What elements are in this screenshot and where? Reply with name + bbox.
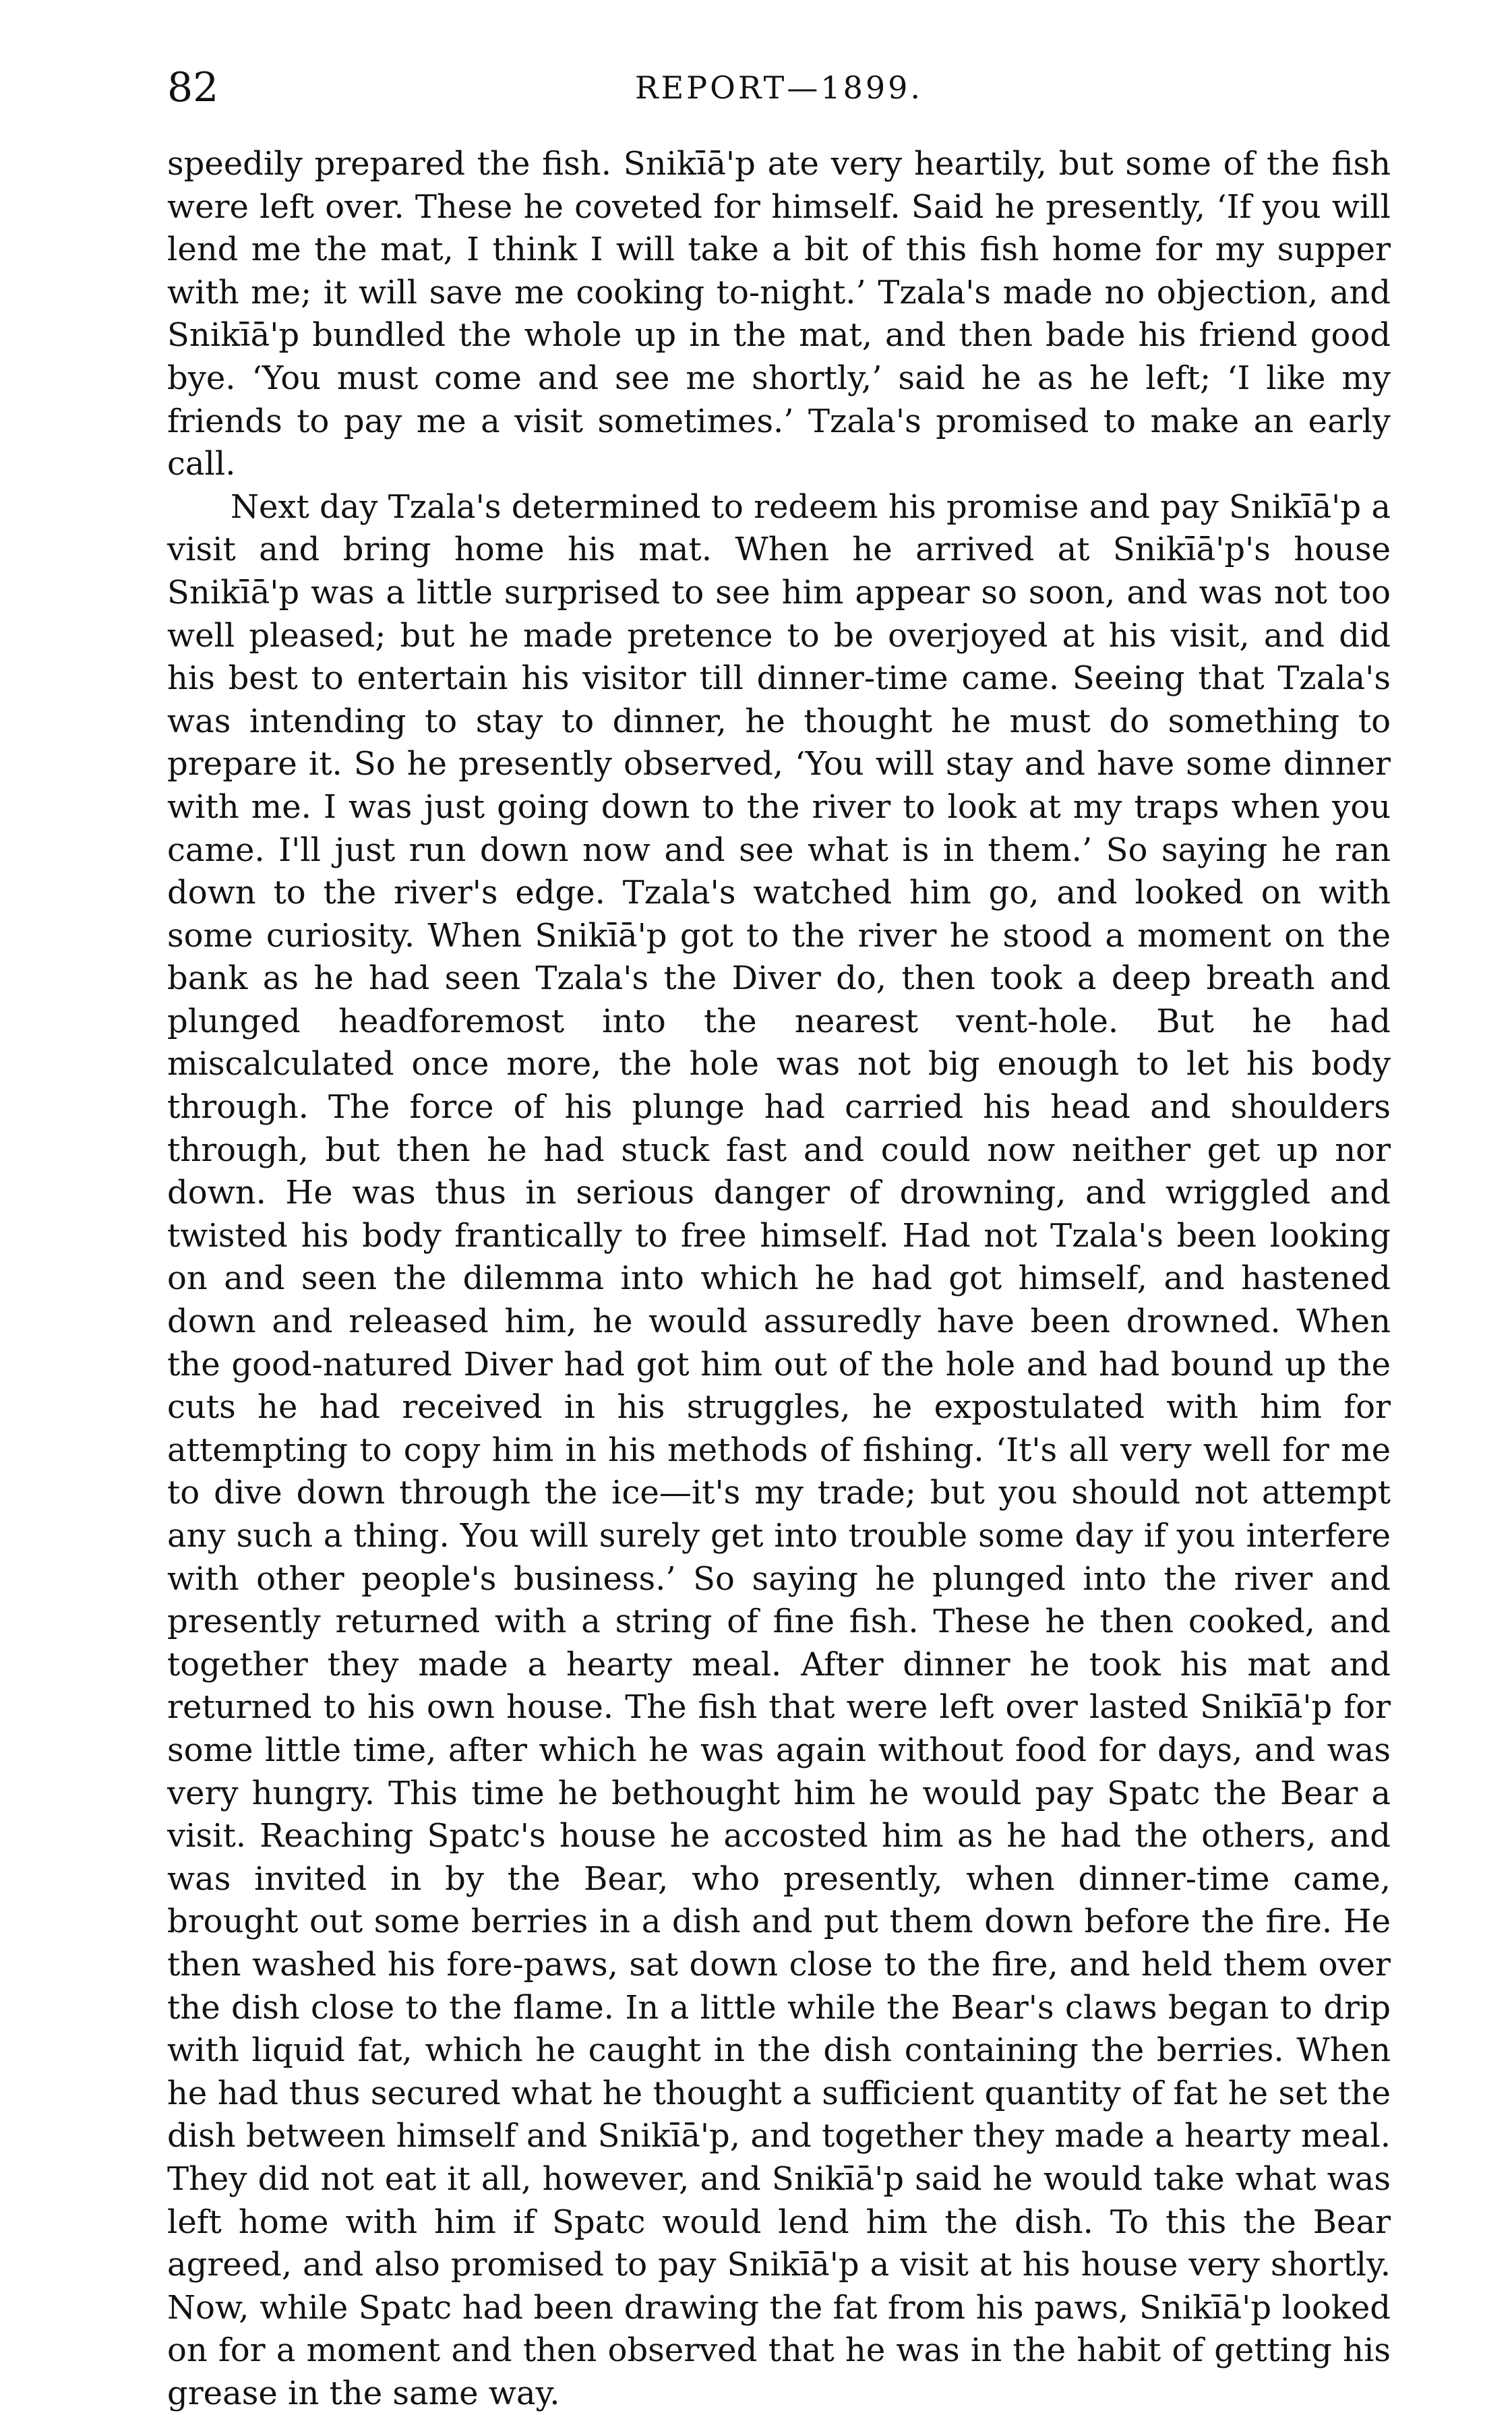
body-text bbox=[167, 143, 1391, 2415]
page-header bbox=[167, 64, 1391, 111]
page-number: 82 bbox=[167, 64, 219, 111]
paragraph-continuation: speedily prepared the fish. Snikīā'p ate very heartily, but some of the fish were left over. These he coveted for himself. Said he presently, ‘If you will lend me the mat, I think I will take a bit of this fish home for my supper with me; it will save me cooking to-night.’ Tzala's made no objection, and Snikīā'p bundled the whole up in the mat, and then bade his friend good bye. ‘You must come and see me shortly,’ said he as he left; ‘I like my friends to pay me a visit sometimes.’ Tzala's promised to make an early call. bbox=[167, 145, 1391, 483]
paragraph: Next day Tzala's determined to redeem his promise and pay Snikīā'p a visit and bring home his mat. When he arrived at Snikīā'p's house Snikīā'p was a little surprised to see him appear so soon, and was not too well pleased; but he made pretence to be overjoyed at his visit, and did his best to entertain his visitor till dinner-time came. Seeing that Tzala's was intending to stay to dinner, he thought he must do something to prepare it. So he presently observed, ‘You will stay and have some dinner with me. I was just going down to the river to look at my traps when you came. I'll just run down now and see what is in them.’ So saying he ran down to the river's edge. Tzala's watched him go, and looked on with some curiosity. When Snikīā'p got to the river he stood a moment on the bank as he had seen Tzala's the Diver do, then took a deep breath and plunged headforemost into the nearest vent-hole. But he had miscalculated once more, the hole was not big enough to let his body through. The force of his plunge had carried his head and shoulders through, but then he had stuck fast and could now neither get up nor down. He was thus in serious danger of drowning, and wriggled and twisted his body frantically to free himself. Had not Tzala's been looking on and seen the dilemma into which he had got himself, and hastened down and released him, he would assuredly have been drowned. When the good-natured Diver had got him out of the hole and had bound up the cuts he had received in his struggles, he expostulated with him for attempting to copy him in his methods of fishing. ‘It's all very well for me to dive down through the ice—it's my trade; but you should not attempt any such a thing. You will surely get into trouble some day if you interfere with other people's business.’ So saying he plunged into the river and presently returned with a string of fine fish. These he then cooked, and together they made a hearty meal. After dinner he took his mat and returned to his own house. The fish that were left over lasted Snikīā'p for some little time, after which he was again without food for days, and was very hungry. This time he bethought him he would pay Spatc the Bear a visit. Reaching Spatc's house he accosted him as he had the others, and was invited in by the Bear, who presently, when dinner-time came, brought out some berries in a dish and put them down before the fire. He then washed his fore-paws, sat down close to the fire, and held them over the dish close to the flame. In a little while the Bear's claws began to drip with liquid fat, which he caught in the dish containing the berries. When he had thus secured what he thought a sufficient quantity of fat he set the dish between himself and Snikīā'p, and together they made a hearty meal. They did not eat it all, however, and Snikīā'p said he would take what was left home with him if Spatc would lend him the dish. To this the Bear agreed, and also promised to pay Snikīā'p a visit at his house very shortly. Now, while Spatc had been drawing the fat from his paws, Snikīā'p looked on for a moment and then observed that he was in the habit of getting his grease in the same way. bbox=[167, 487, 1391, 2412]
running-title: REPORT—1899. bbox=[634, 69, 924, 106]
